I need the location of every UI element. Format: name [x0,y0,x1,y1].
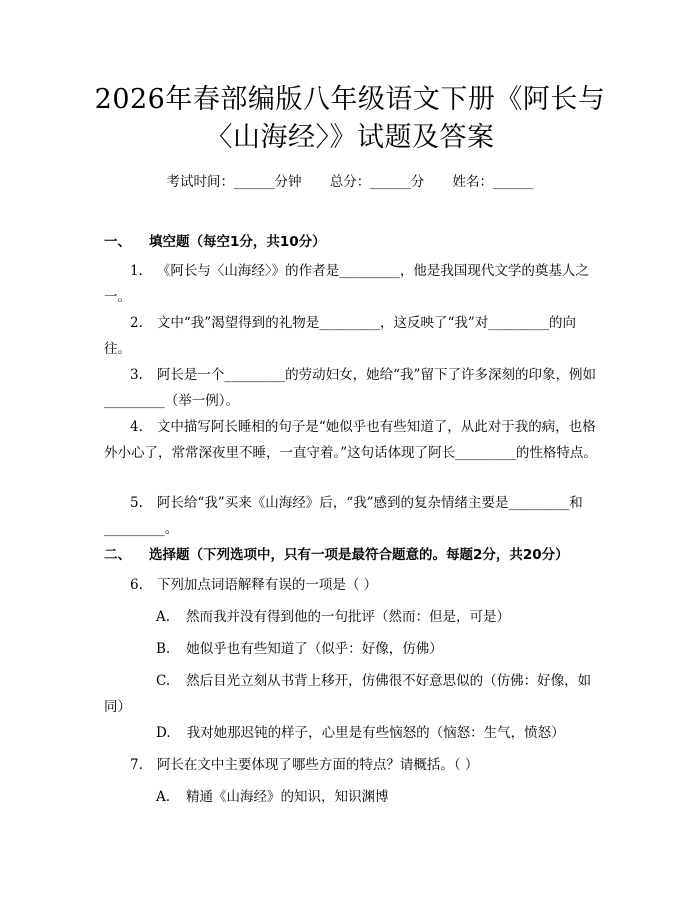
question-text: 文中“我”渴望得到的礼物是_________，这反映了“我”对_________的向往。 [104,315,576,357]
question-2 [104,310,600,362]
question-4 [104,414,600,466]
section-heading-fill-in [104,230,326,250]
question-6-option-a [104,604,600,630]
question-1 [104,258,600,310]
question-6-option-d [104,720,600,746]
question-text: 《阿长与〈山海经〉》的作者是_________，他是我国现代文学的奠基人之一。 [104,263,589,305]
section-number: 二、 [104,547,131,563]
option-letter: A. [156,789,171,805]
option-text: 然而我并没有得到他的一句批评（然而：但是，可是） [186,609,511,625]
question-number: 7. [130,757,143,773]
question-text: 文中描写阿长睡相的句子是“她似乎也有些知道了，从此对于我的病，也格外小心了，常常深夜里不睡，一直守着。”这句话体现了阿长_________的性格特点。 [104,419,597,461]
question-number: 3. [130,367,143,383]
question-number: 4. [130,419,143,435]
option-text: 精通《山海经》的知识，知识渊博 [186,789,389,805]
page-title-line2: 〈山海经〉》试题及答案 [205,122,495,153]
page-title-line1: 2026年春部编版八年级语文下册《阿长与 [94,84,606,115]
option-text: 我对她那迟钝的样子，心里是有些恼怒的（恼怒：生气，愤怒） [186,725,565,741]
question-number: 2. [130,315,143,331]
question-6-option-c [104,668,600,720]
section-title: 填空题（每空1分，共10分） [149,234,326,250]
question-3 [104,362,600,414]
exam-time: 考试时间：______分钟 [166,174,302,190]
section-heading-choice [104,543,569,563]
question-6 [104,572,600,598]
option-letter: A. [156,609,171,625]
question-text: 阿长给“我”买来《山海经》后，“我”感到的复杂情绪主要是_________和_________。 [104,495,583,537]
option-letter: B. [156,641,171,657]
question-number: 6. [130,577,143,593]
question-number: 1. [130,263,143,279]
question-7 [104,752,600,778]
question-number: 5. [130,495,143,511]
question-text: 下列加点词语解释有误的一项是（ ） [156,577,378,593]
question-text: 阿长是一个_________的劳动妇女，她给“我”留下了许多深刻的印象，例如_________（举一例）。 [104,367,596,409]
exam-score: 总分：______分 [329,174,425,190]
section-number: 一、 [104,234,131,250]
option-text: 她似乎也有些知道了（似乎：好像，仿佛） [186,641,443,657]
question-5 [104,490,600,542]
option-letter: C. [156,673,171,689]
question-text: 阿长在文中主要体现了哪些方面的特点？请概括。（ ） [156,757,479,773]
option-text: 然后目光立刻从书背上移开，仿佛很不好意思似的（仿佛：好像，如同） [104,673,592,715]
exam-name: 姓名：______ [452,174,534,190]
option-letter: D. [156,725,171,741]
section-title: 选择题（下列选项中，只有一项是最符合题意的。每题2分，共20分） [149,547,569,563]
question-7-option-a [104,784,600,810]
question-6-option-b [104,636,600,662]
exam-meta [0,170,700,190]
